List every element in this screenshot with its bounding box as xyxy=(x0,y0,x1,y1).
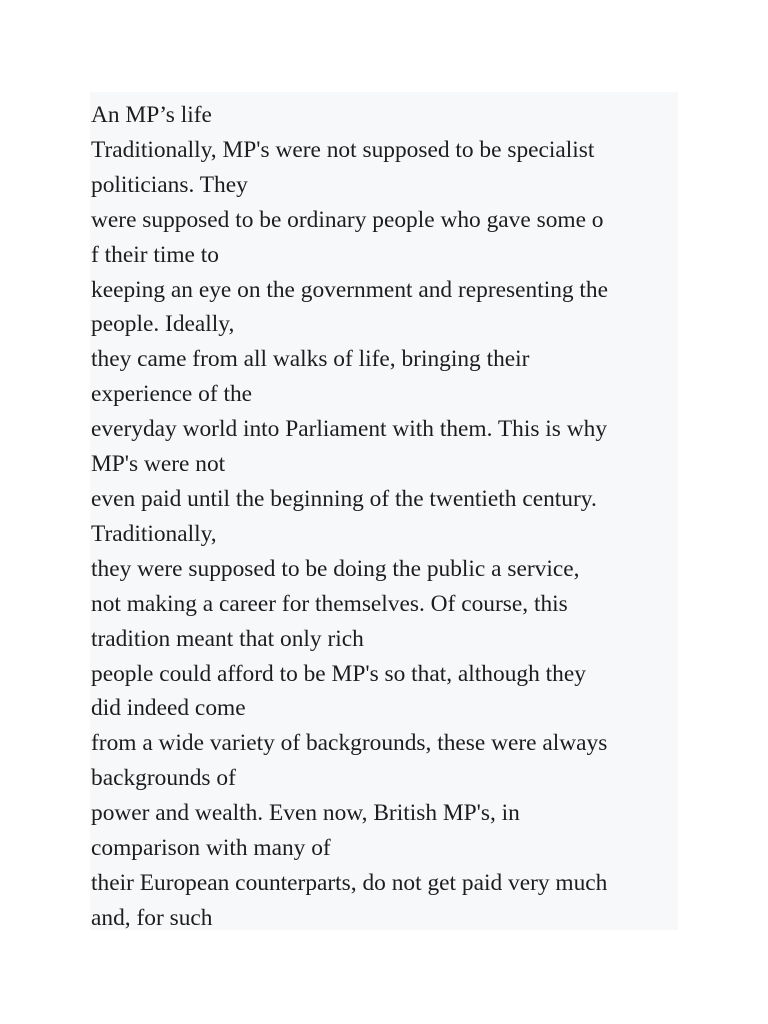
document-title: An MP’s life xyxy=(91,102,212,128)
text-line: they were supposed to be doing the public a service, xyxy=(91,555,580,582)
text-line: Traditionally, MP's were not supposed to be specialist xyxy=(91,136,595,163)
text-line: and, for such xyxy=(91,904,213,931)
text-line: MP's were not xyxy=(91,451,226,478)
text-line: experience of the xyxy=(91,381,253,408)
text-line: comparison with many of xyxy=(91,835,331,862)
text-line: Traditionally, xyxy=(91,520,217,547)
document-text-block xyxy=(90,92,678,930)
text-line: from a wide variety of backgrounds, these were always xyxy=(91,730,608,757)
text-line: tradition meant that only rich xyxy=(91,625,364,652)
text-line: their European counterparts, do not get paid very much xyxy=(91,869,608,896)
text-line: backgrounds of xyxy=(91,765,236,792)
text-line: not making a career for themselves. Of course, this xyxy=(91,590,568,617)
text-line: they came from all walks of life, bringing their xyxy=(91,346,530,373)
text-line: power and wealth. Even now, British MP's, in xyxy=(91,800,520,827)
text-line: people. Ideally, xyxy=(91,311,235,338)
text-line: everyday world into Parliament with them. This is why xyxy=(91,416,608,443)
text-line: f their time to xyxy=(91,241,219,268)
text-line: did indeed come xyxy=(91,695,246,722)
text-line: were supposed to be ordinary people who gave some o xyxy=(91,206,604,233)
text-line: keeping an eye on the government and representing the xyxy=(91,276,609,303)
text-line: politicians. They xyxy=(91,171,248,198)
text-line: people could afford to be MP's so that, although they xyxy=(91,660,586,687)
text-line: even paid until the beginning of the twentieth century. xyxy=(91,485,597,512)
